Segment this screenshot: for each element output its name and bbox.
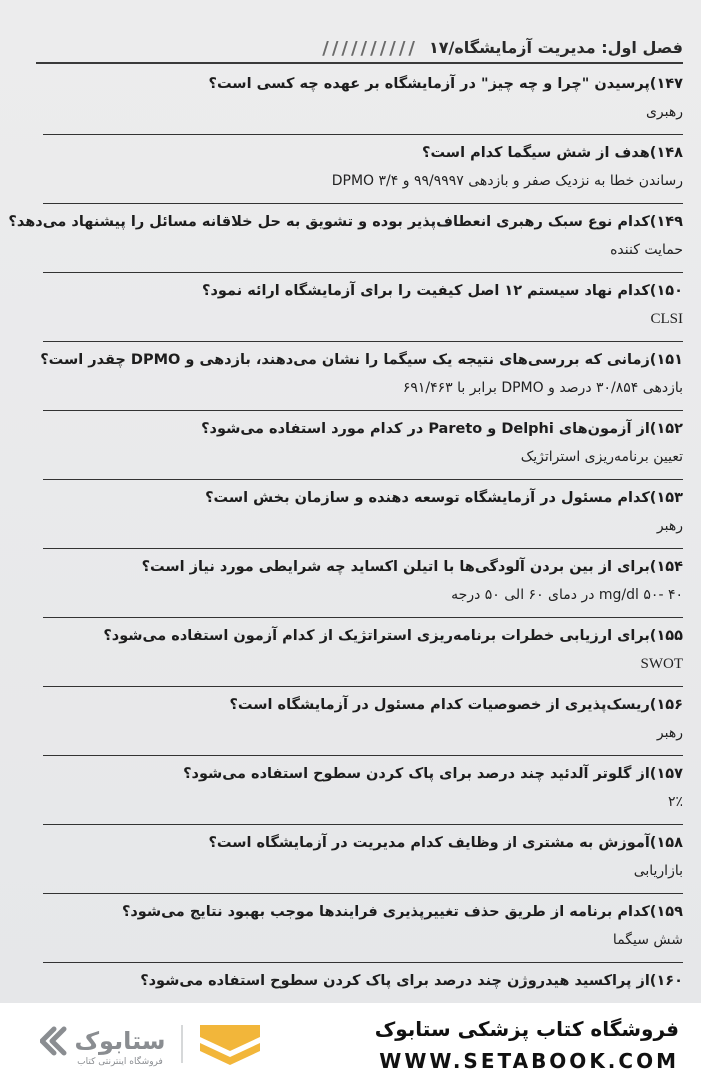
question-text: ۱۵۴)برای از بین بردن آلودگی‌ها با اتیلن اکساید چه شرایطی مورد نیاز است؟: [141, 559, 683, 575]
qa-list: [8, 66, 683, 1031]
qa-item: [40, 342, 683, 411]
qa-item: [43, 687, 683, 756]
store-name: فروشگاه کتاب پزشکی ستابوک: [374, 1017, 679, 1041]
question-text: ۱۵۹)کدام برنامه از طریق حذف تغییرپذیری فرایندها موجب بهبود نتایج می‌شود؟: [121, 904, 683, 920]
question-text: ۱۶۰)از پراکسید هیدروژن چند درصد برای پاک کردن سطوح استفاده می‌شود؟: [140, 973, 683, 989]
answer-text: ۲٪: [667, 794, 683, 810]
qa-item: [43, 66, 683, 135]
answer-text: شش سیگما: [612, 932, 683, 948]
qa-item: [43, 756, 683, 825]
qa-item: [43, 894, 683, 963]
question-text: ۱۵۸)آموزش به مشتری از وظایف کدام مدیریت در آزمایشگاه است؟: [208, 835, 683, 851]
answer-text: حمایت کننده: [610, 242, 683, 258]
question-text: ۱۵۱)زمانی که بررسی‌های نتیجه یک سیگما را نشان می‌دهند، بازدهی و DPMO چقدر است؟: [40, 352, 683, 368]
qa-item: [43, 135, 683, 204]
page-header: [36, 30, 683, 64]
qa-item: [43, 480, 683, 549]
question-text: ۱۵۲)از آزمون‌های Delphi و Pareto در کدام مورد استفاده می‌شود؟: [201, 421, 683, 437]
setabook-logo: [40, 1019, 270, 1067]
answer-text: تعیین برنامه‌ریزی استراتژیک: [520, 449, 683, 465]
answer-text: رهبر: [656, 725, 683, 741]
question-text: ۱۵۳)کدام مسئول در آزمایشگاه توسعه دهنده و سازمان بخش است؟: [205, 490, 683, 506]
question-text: ۱۵۰)کدام نهاد سیستم ۱۲ اصل کیفیت را برای آزمایشگاه ارائه نمود؟: [202, 283, 683, 299]
answer-text: CLSI: [650, 311, 683, 327]
answer-text: رساندن خطا به نزدیک صفر و بازدهی ۹۹/۹۹۹۷ و ۳/۴ DPMO: [331, 173, 683, 189]
header-decoration: //////////: [322, 38, 418, 59]
question-text: ۱۴۹)کدام نوع سبک رهبری انعطاف‌پذیر بوده و تشویق به حل خلاقانه مسائل را پیشنهاد می‌دهد؟: [8, 214, 683, 230]
store-banner: [0, 1003, 701, 1080]
answer-text: بازدهی ۳۰/۸۵۴ درصد و DPMO برابر با ۶۹۱/۴۶۳: [402, 380, 683, 396]
qa-item: [43, 411, 683, 480]
answer-text: رهبر: [656, 518, 683, 534]
header-rule: [36, 62, 683, 64]
qa-item: [8, 204, 683, 273]
question-text: ۱۵۵)برای ارزیابی خطرات برنامه‌ریزی استراتژیک از کدام آزمون استفاده می‌شود؟: [103, 628, 683, 644]
store-url[interactable]: WWW.SETABOOK.COM: [379, 1049, 679, 1073]
answer-text: ۴۰ -۵۰ mg/dl در دمای ۶۰ الی ۵۰ درجه: [451, 587, 683, 603]
logo-tagline: فروشگاه اینترنتی کتاب: [77, 1057, 163, 1067]
qa-item: [43, 549, 683, 618]
answer-text: رهبری: [645, 104, 683, 120]
answer-text: بازاریابی: [633, 863, 683, 879]
qa-item: [43, 273, 683, 342]
answer-text: SWOT: [640, 656, 683, 672]
qa-item: [43, 825, 683, 894]
logo-wordmark: ستابوک: [74, 1027, 166, 1055]
question-text: ۱۴۷)پرسیدن "چرا و چه چیز" در آزمایشگاه بر عهده چه کسی است؟: [208, 76, 683, 92]
question-text: ۱۵۶)ریسک‌پذیری از خصوصیات کدام مسئول در آزمایشگاه است؟: [229, 697, 683, 713]
question-text: ۱۴۸)هدف از شش سیگما کدام است؟: [422, 145, 683, 161]
question-text: ۱۵۷)از گلوتر آلدئید چند درصد برای پاک کردن سطوح استفاده می‌شود؟: [183, 766, 683, 782]
chapter-title: فصل اول: مدیریت آزمایشگاه/۱۷: [428, 38, 683, 57]
qa-item: [43, 618, 683, 687]
